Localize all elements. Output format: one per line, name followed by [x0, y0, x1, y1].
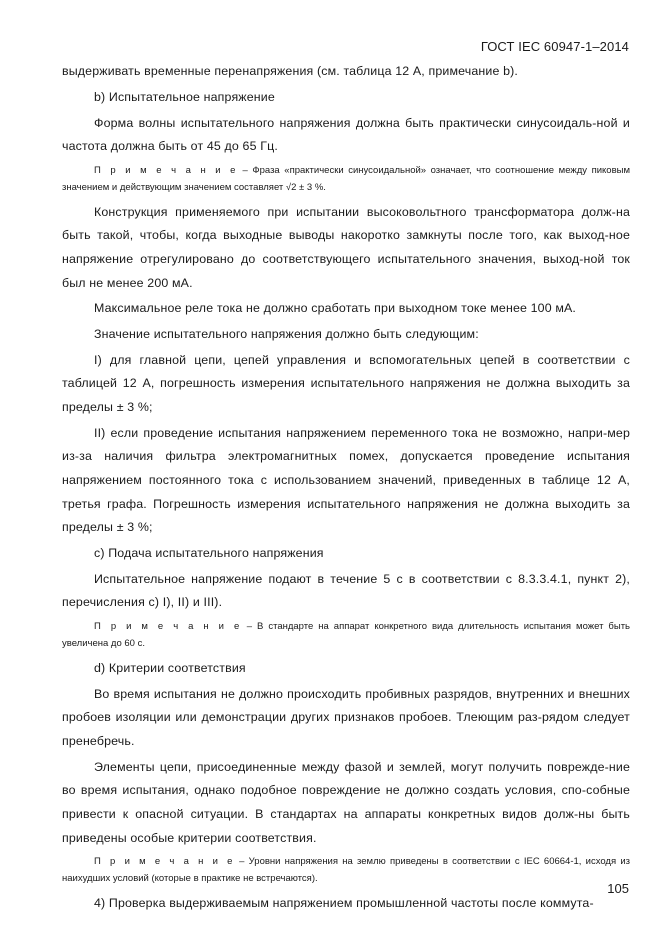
paragraph: Испытательное напряжение подают в течение 5 с в соответствии с 8.3.3.4.1, пункт 2), перечисления c) I), II) и III). — [62, 571, 630, 610]
list-item: I) для главной цепи, цепей управления и вспомогательных цепей в соответствии с таблицей 12 А, погрешность измерения испытательного напряжения не должна выходить за пределы ± 3 %; — [62, 352, 630, 415]
paragraph: Форма волны испытательного напряжения должна быть практически синусоидаль-ной и частота должна быть от 45 до 65 Гц. — [62, 115, 630, 154]
paragraph: выдерживать временные перенапряжения (см. таблица 12 А, примечание b). — [62, 64, 518, 78]
paragraph: Конструкция применяемого при испытании высоковольтного трансформатора долж-на быть такой, чтобы, когда выходные выводы накоротко замкнуты после того, как выход-ное напряжение отрегулировано до соответствующего испытательного значения, выход-ной ток был не менее 200 мА. — [62, 204, 630, 290]
note-text: – Фраза «практически синусоидальной» означает, что соотношение между пиковым значением и действующим значением составляет √2 ± 3 %. — [62, 164, 630, 193]
subsection-heading: b) Испытательное напряжение — [94, 89, 275, 104]
note — [62, 853, 630, 887]
document-header: ГОСТ IEC 60947-1–2014 — [480, 39, 629, 54]
note-label: П р и м е ч а н и е — [94, 620, 242, 632]
document-body — [62, 60, 630, 918]
note-text: – В стандарте на аппарат конкретного вида длительность испытания может быть увеличена до 60 с. — [62, 620, 630, 649]
note — [62, 162, 630, 196]
list-item: II) если проведение испытания напряжением переменного тока не возможно, напри-мер из-за наличия фильтра электромагнитных помех, допускается проведение испытания напряжением постоянного тока с использованием значений, приведенных в таблице 12 А, третья графа. Погрешность измерения испытательного напряжения не должна выходить за пределы ± 3 %; — [62, 425, 630, 535]
note-label: П р и м е ч а н и е — [94, 164, 238, 176]
subsection-heading: d) Критерии соответствия — [94, 660, 246, 675]
note-label: П р и м е ч а н и е — [94, 856, 235, 868]
subsection-heading: c) Подача испытательного напряжения — [94, 546, 324, 560]
page-number: 105 — [607, 881, 629, 896]
note-text: – Уровни напряжения на землю приведены в соответствии с IEC 60664-1, исходя из наихудших условий (которые в практике не встречаются). — [62, 856, 631, 885]
paragraph: Максимальное реле тока не должно сработать при выходном токе менее 100 мА. — [94, 301, 577, 316]
paragraph: Значение испытательного напряжения должно быть следующим: — [94, 327, 479, 342]
paragraph: 4) Проверка выдерживаемым напряжением промышленной частоты после коммута- — [94, 896, 594, 911]
paragraph: Во время испытания не должно происходить пробивных разрядов, внутренних и внешних пробоев изоляции или демонстрации других признаков пробоев. Тлеющим раз-рядом следует пренебречь. — [62, 686, 630, 748]
note — [62, 618, 630, 652]
paragraph: Элементы цепи, присоединенные между фазой и землей, могут получить поврежде-ние во время испытания, однако подобное повреждение не должно создать условия, спо-собные привести к опасной ситуации. В стандартах на аппараты конкретных видов долж-ны быть приведены особые критерии соответствия. — [62, 759, 630, 845]
